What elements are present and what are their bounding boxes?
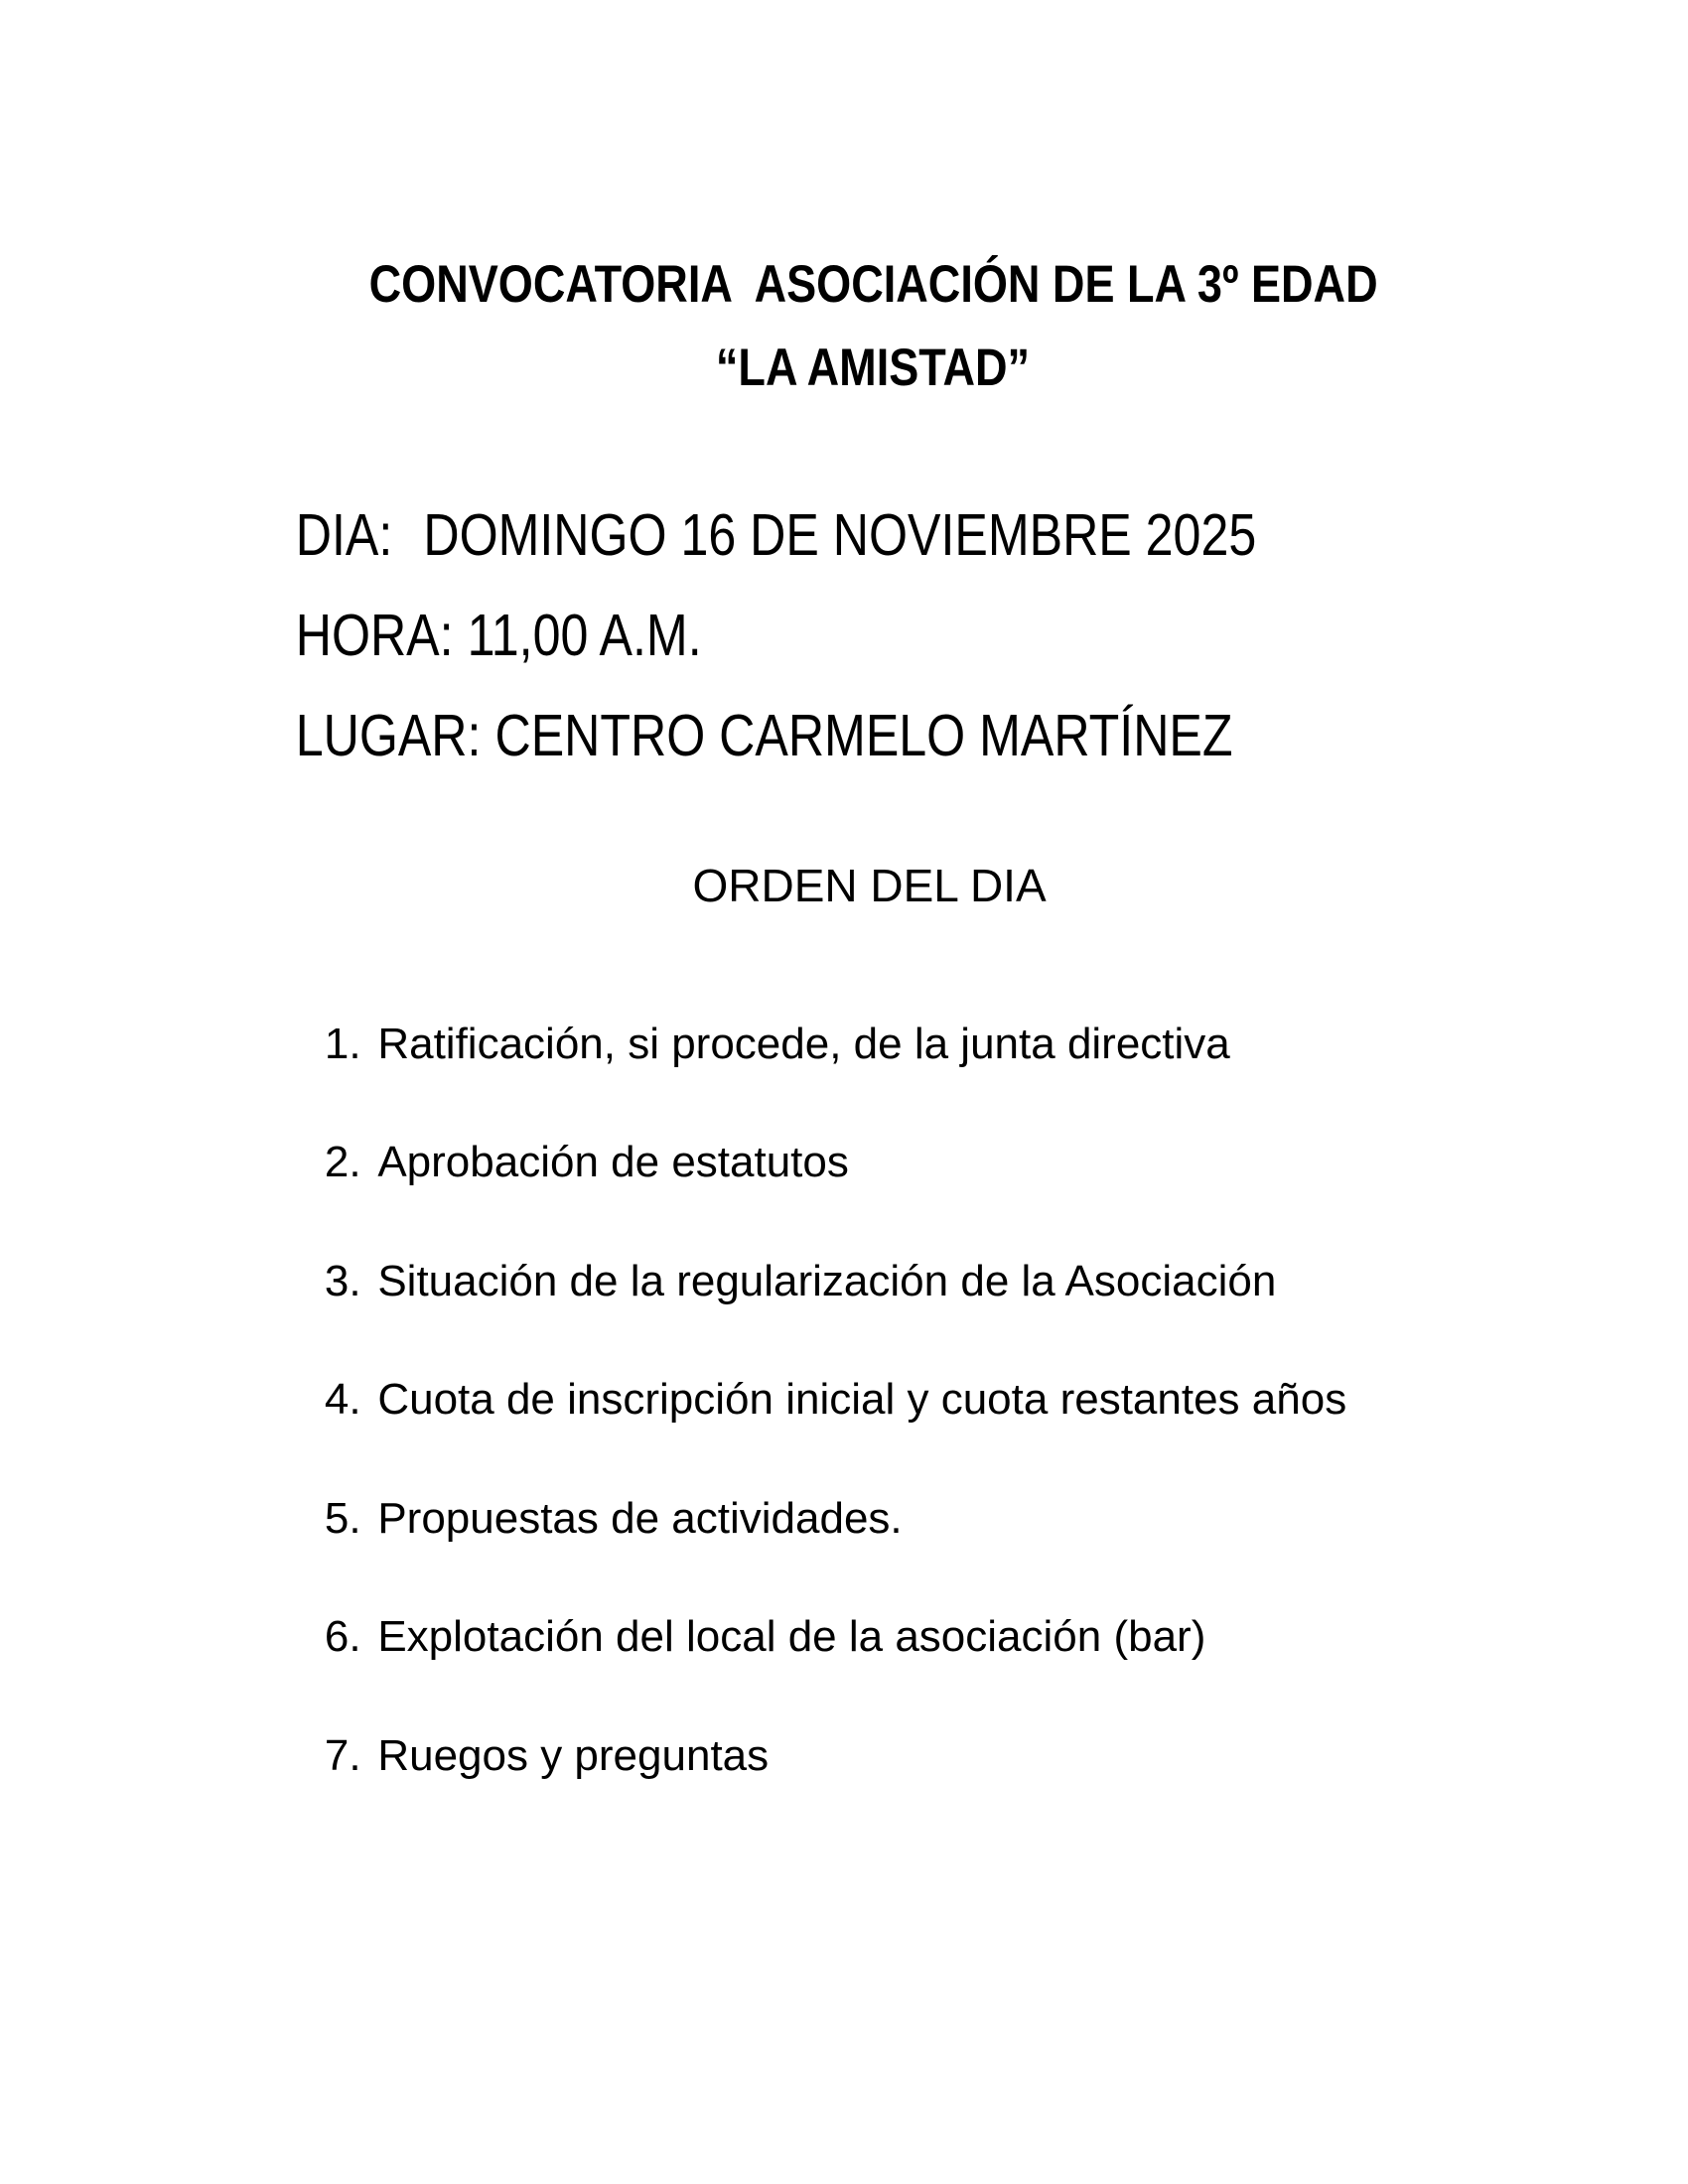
agenda-item-text: Propuestas de actividades.: [377, 1493, 903, 1543]
agenda-item-number: 6.: [324, 1611, 361, 1661]
agenda-item-text: Explotación del local de la asociación (bar): [377, 1611, 1206, 1661]
agenda-item: [276, 1678, 769, 1835]
agenda-item-number: 2.: [324, 1137, 361, 1186]
event-place-label: LUGAR:: [295, 702, 482, 768]
agenda-item-number: 4.: [324, 1374, 361, 1424]
event-time-label: HORA:: [295, 602, 454, 668]
event-place-value: CENTRO CARMELO MARTÍNEZ: [494, 702, 1233, 768]
document-title-text: CONVOCATORIA ASOCIACIÓN DE LA 3º EDAD: [368, 254, 1378, 314]
agenda-item-number: 5.: [324, 1493, 361, 1543]
agenda-item-text: Aprobación de estatutos: [377, 1137, 849, 1186]
document-subtitle-text: “LA AMISTAD”: [716, 338, 1031, 397]
agenda-item-number: 3.: [324, 1256, 361, 1305]
agenda-item-text: Cuota de inscripción inicial y cuota restantes años: [377, 1374, 1347, 1424]
event-day-value: DOMINGO 16 DE NOVIEMBRE 2025: [423, 501, 1257, 568]
agenda-item-text: Ruegos y preguntas: [377, 1730, 770, 1780]
agenda-item-number: 7.: [324, 1730, 361, 1780]
agenda-item-text: Ratificación, si procede, de la junta directiva: [377, 1019, 1230, 1068]
event-time-value: 11,00 A.M.: [467, 602, 702, 668]
agenda-heading: [0, 804, 1688, 969]
agenda-item-number: 1.: [324, 1019, 361, 1068]
event-day-label: DIA:: [295, 501, 393, 568]
agenda-heading-text: ORDEN DEL DIA: [692, 860, 1047, 912]
agenda-item-text: Situación de la regularización de la Asociación: [377, 1256, 1277, 1305]
